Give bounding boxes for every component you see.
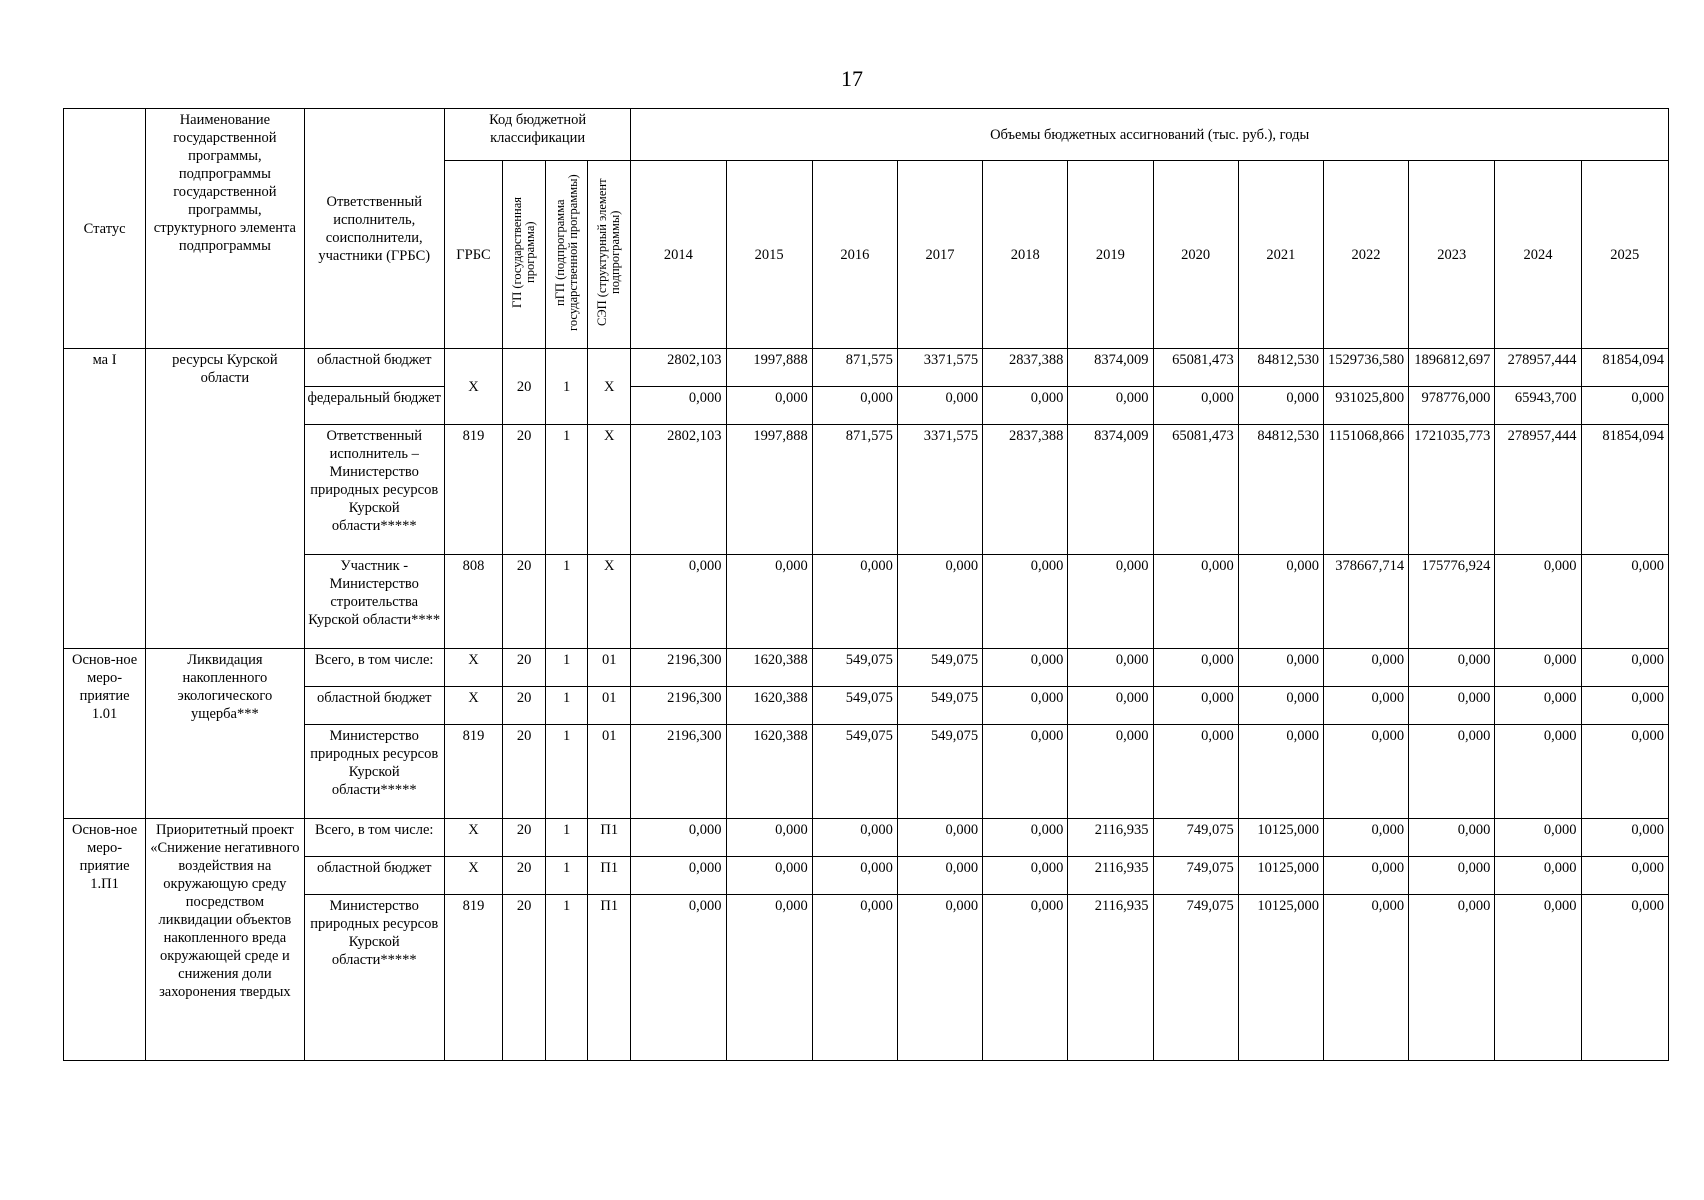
cell-value: 2116,935 [1068, 819, 1153, 857]
cell-sep: 01 [588, 687, 631, 725]
cell-value: 2196,300 [631, 649, 726, 687]
header-responsible: Ответственный исполнитель, соисполнители, участники (ГРБС) [304, 109, 444, 349]
cell-responsible: Министерство природных ресурсов Курской области***** [304, 725, 444, 819]
cell-status: Основ-ное меро-приятие 1.01 [64, 649, 146, 819]
cell-value: 3371,575 [897, 425, 982, 555]
cell-value: 0,000 [1495, 725, 1581, 819]
cell-value: 0,000 [1323, 649, 1408, 687]
cell-value: 0,000 [1153, 387, 1238, 425]
cell-sep: 01 [588, 725, 631, 819]
cell-value: 278957,444 [1495, 425, 1581, 555]
cell-value: 549,075 [897, 687, 982, 725]
header-grbs: ГРБС [444, 161, 502, 349]
cell-value: 0,000 [983, 687, 1068, 725]
cell-value: 2196,300 [631, 725, 726, 819]
cell-value: 0,000 [1238, 387, 1323, 425]
cell-value: 1997,888 [726, 349, 812, 387]
cell-gp: 20 [503, 857, 546, 895]
cell-responsible: областной бюджет [304, 857, 444, 895]
cell-value: 81854,094 [1581, 349, 1668, 387]
cell-value: 1896812,697 [1409, 349, 1495, 387]
cell-value: 0,000 [1581, 387, 1668, 425]
cell-sep: П1 [588, 819, 631, 857]
cell-responsible: Министерство природных ресурсов Курской области***** [304, 895, 444, 1061]
cell-responsible: областной бюджет [304, 349, 444, 387]
cell-value: 0,000 [1153, 555, 1238, 649]
cell-value: 2837,388 [983, 425, 1068, 555]
cell-value: 0,000 [983, 555, 1068, 649]
table-row [64, 387, 1669, 425]
cell-value: 81854,094 [1581, 425, 1668, 555]
cell-value: 8374,009 [1068, 349, 1153, 387]
cell-value: 278957,444 [1495, 349, 1581, 387]
cell-value: 0,000 [1238, 687, 1323, 725]
cell-value: 0,000 [897, 555, 982, 649]
cell-value: 549,075 [897, 649, 982, 687]
cell-value: 0,000 [812, 895, 897, 1061]
cell-value: 0,000 [1323, 819, 1408, 857]
cell-value: 0,000 [1323, 895, 1408, 1061]
cell-value: 0,000 [1153, 687, 1238, 725]
cell-value: 0,000 [1323, 725, 1408, 819]
cell-value: 0,000 [631, 895, 726, 1061]
cell-value: 0,000 [983, 819, 1068, 857]
header-pgp-label: пГП (подпрограмма государственной программы) [552, 173, 580, 331]
cell-value: 378667,714 [1323, 555, 1408, 649]
cell-grbs: 819 [444, 725, 502, 819]
cell-value: 0,000 [631, 387, 726, 425]
cell-value: 0,000 [1153, 649, 1238, 687]
cell-value: 1529736,580 [1323, 349, 1408, 387]
cell-value: 978776,000 [1409, 387, 1495, 425]
cell-grbs: 808 [444, 555, 502, 649]
cell-value: 175776,924 [1409, 555, 1495, 649]
cell-value: 10125,000 [1238, 819, 1323, 857]
cell-gp: 20 [503, 649, 546, 687]
cell-value: 0,000 [1409, 725, 1495, 819]
cell-value: 0,000 [1581, 895, 1668, 1061]
cell-pgp: 1 [546, 555, 588, 649]
cell-value: 0,000 [897, 387, 982, 425]
cell-value: 0,000 [726, 895, 812, 1061]
cell-sep: П1 [588, 857, 631, 895]
header-year: 2021 [1238, 161, 1323, 349]
cell-value: 0,000 [1581, 555, 1668, 649]
header-year: 2016 [812, 161, 897, 349]
cell-value: 0,000 [983, 895, 1068, 1061]
cell-grbs: 819 [444, 425, 502, 555]
header-year: 2018 [983, 161, 1068, 349]
header-year: 2020 [1153, 161, 1238, 349]
cell-sep: 01 [588, 649, 631, 687]
table-row [64, 649, 1669, 687]
header-sep-label: СЭП (структурный элемент подпрограммы) [595, 178, 623, 326]
table-row [64, 725, 1669, 819]
cell-value: 2196,300 [631, 687, 726, 725]
header-year: 2025 [1581, 161, 1668, 349]
table-row [64, 895, 1669, 1061]
cell-grbs: X [444, 819, 502, 857]
cell-value: 2802,103 [631, 349, 726, 387]
cell-name: ресурсы Курской области [146, 349, 304, 649]
cell-status: ма I [64, 349, 146, 649]
header-gp-label: ГП (государственная программа) [510, 196, 538, 308]
cell-value: 749,075 [1153, 819, 1238, 857]
cell-value: 0,000 [726, 555, 812, 649]
header-year: 2014 [631, 161, 726, 349]
cell-grbs: 819 [444, 895, 502, 1061]
cell-value: 0,000 [897, 819, 982, 857]
cell-value: 3371,575 [897, 349, 982, 387]
cell-value: 0,000 [812, 819, 897, 857]
cell-value: 10125,000 [1238, 857, 1323, 895]
cell-value: 0,000 [1323, 687, 1408, 725]
header-year: 2015 [726, 161, 812, 349]
cell-gp: 20 [503, 425, 546, 555]
header-pgp [546, 161, 588, 349]
cell-value: 0,000 [1495, 687, 1581, 725]
cell-gp: 20 [503, 895, 546, 1061]
cell-value: 0,000 [631, 857, 726, 895]
cell-value: 1721035,773 [1409, 425, 1495, 555]
page-number: 17 [841, 66, 863, 91]
cell-value: 0,000 [1238, 725, 1323, 819]
cell-value: 0,000 [1238, 555, 1323, 649]
cell-value: 0,000 [983, 857, 1068, 895]
cell-pgp: 1 [546, 895, 588, 1061]
cell-grbs: X [444, 687, 502, 725]
cell-value: 0,000 [726, 819, 812, 857]
header-name: Наименование государственной программы, подпрограммы государственной программы, структурного элемента подпрограммы [146, 109, 304, 349]
table-row [64, 819, 1669, 857]
header-year: 2023 [1409, 161, 1495, 349]
cell-value: 2802,103 [631, 425, 726, 555]
cell-value: 0,000 [1409, 819, 1495, 857]
cell-value: 0,000 [812, 555, 897, 649]
cell-value: 0,000 [1153, 725, 1238, 819]
cell-value: 0,000 [1581, 687, 1668, 725]
cell-value: 549,075 [812, 687, 897, 725]
cell-value: 0,000 [1409, 895, 1495, 1061]
header-year: 2019 [1068, 161, 1153, 349]
table-row [64, 687, 1669, 725]
cell-name: Приоритетный проект «Снижение негативного воздействия на окружающую среду посредством ликвидации объектов накопленного вреда окружающей среде и снижения доли захоронения твердых [146, 819, 304, 1061]
cell-value: 0,000 [1581, 725, 1668, 819]
cell-value: 1620,388 [726, 725, 812, 819]
cell-value: 10125,000 [1238, 895, 1323, 1061]
cell-value: 549,075 [812, 725, 897, 819]
cell-value: 0,000 [1495, 819, 1581, 857]
cell-value: 65943,700 [1495, 387, 1581, 425]
cell-value: 0,000 [897, 895, 982, 1061]
cell-value: 0,000 [1409, 687, 1495, 725]
cell-value: 65081,473 [1153, 349, 1238, 387]
cell-value: 0,000 [812, 387, 897, 425]
table-row [64, 349, 1669, 387]
cell-pgp: 1 [546, 819, 588, 857]
cell-value: 0,000 [983, 387, 1068, 425]
header-sep [588, 161, 631, 349]
cell-grbs: X [444, 649, 502, 687]
cell-pgp: 1 [546, 349, 588, 425]
cell-pgp: 1 [546, 725, 588, 819]
cell-value: 1620,388 [726, 687, 812, 725]
cell-responsible: Всего, в том числе: [304, 819, 444, 857]
cell-value: 0,000 [1495, 895, 1581, 1061]
cell-grbs: X [444, 349, 502, 425]
cell-gp: 20 [503, 555, 546, 649]
cell-value: 2116,935 [1068, 857, 1153, 895]
cell-value: 0,000 [1068, 555, 1153, 649]
cell-value: 871,575 [812, 425, 897, 555]
cell-value: 749,075 [1153, 857, 1238, 895]
cell-value: 0,000 [726, 857, 812, 895]
cell-value: 2837,388 [983, 349, 1068, 387]
cell-value: 84812,530 [1238, 349, 1323, 387]
cell-sep: X [588, 425, 631, 555]
cell-value: 0,000 [1495, 649, 1581, 687]
cell-gp: 20 [503, 725, 546, 819]
cell-value: 0,000 [897, 857, 982, 895]
cell-gp: 20 [503, 349, 546, 425]
cell-value: 0,000 [983, 649, 1068, 687]
cell-value: 931025,800 [1323, 387, 1408, 425]
cell-gp: 20 [503, 687, 546, 725]
cell-value: 0,000 [1581, 819, 1668, 857]
cell-sep: X [588, 349, 631, 425]
cell-responsible: Ответственный исполнитель – Министерство природных ресурсов Курской области***** [304, 425, 444, 555]
cell-value: 84812,530 [1238, 425, 1323, 555]
cell-responsible: областной бюджет [304, 687, 444, 725]
budget-table [63, 108, 1669, 1061]
cell-value: 1151068,866 [1323, 425, 1408, 555]
cell-sep: П1 [588, 895, 631, 1061]
cell-responsible: федеральный бюджет [304, 387, 444, 425]
cell-pgp: 1 [546, 425, 588, 555]
cell-value: 871,575 [812, 349, 897, 387]
cell-value: 749,075 [1153, 895, 1238, 1061]
table-row [64, 425, 1669, 555]
cell-value: 1997,888 [726, 425, 812, 555]
header-year: 2022 [1323, 161, 1408, 349]
cell-value: 549,075 [812, 649, 897, 687]
cell-value: 0,000 [1495, 555, 1581, 649]
cell-responsible: Всего, в том числе: [304, 649, 444, 687]
cell-value: 65081,473 [1153, 425, 1238, 555]
cell-value: 0,000 [1238, 649, 1323, 687]
cell-name: Ликвидация накопленного экологического ущерба*** [146, 649, 304, 819]
cell-value: 0,000 [1409, 857, 1495, 895]
cell-pgp: 1 [546, 857, 588, 895]
header-volumes-group: Объемы бюджетных ассигнований (тыс. руб.), годы [631, 109, 1669, 161]
cell-value: 0,000 [631, 555, 726, 649]
header-status: Статус [64, 109, 146, 349]
header-year: 2017 [897, 161, 982, 349]
cell-pgp: 1 [546, 649, 588, 687]
cell-sep: X [588, 555, 631, 649]
cell-gp: 20 [503, 819, 546, 857]
cell-value: 0,000 [1068, 687, 1153, 725]
cell-value: 8374,009 [1068, 425, 1153, 555]
cell-value: 0,000 [1409, 649, 1495, 687]
cell-value: 0,000 [726, 387, 812, 425]
cell-pgp: 1 [546, 687, 588, 725]
header-code-group: Код бюджетной классификации [444, 109, 630, 161]
cell-value: 0,000 [1581, 649, 1668, 687]
cell-value: 0,000 [1581, 857, 1668, 895]
cell-value: 0,000 [631, 819, 726, 857]
cell-value: 2116,935 [1068, 895, 1153, 1061]
cell-status: Основ-ное меро-приятие 1.П1 [64, 819, 146, 1061]
cell-value: 0,000 [812, 857, 897, 895]
cell-value: 1620,388 [726, 649, 812, 687]
cell-grbs: X [444, 857, 502, 895]
cell-value: 549,075 [897, 725, 982, 819]
cell-responsible: Участник - Министерство строительства Курской области**** [304, 555, 444, 649]
cell-value: 0,000 [1068, 725, 1153, 819]
cell-value: 0,000 [1495, 857, 1581, 895]
header-gp [503, 161, 546, 349]
cell-value: 0,000 [1068, 649, 1153, 687]
table-row [64, 857, 1669, 895]
cell-value: 0,000 [983, 725, 1068, 819]
header-year: 2024 [1495, 161, 1581, 349]
cell-value: 0,000 [1323, 857, 1408, 895]
table-row [64, 555, 1669, 649]
cell-value: 0,000 [1068, 387, 1153, 425]
